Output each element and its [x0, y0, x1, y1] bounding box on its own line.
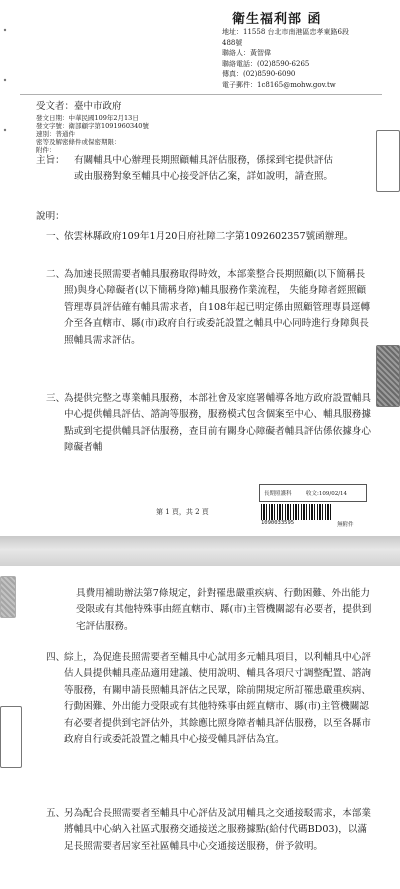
- item-number: 一、: [46, 231, 66, 242]
- explanation-item-4: [46, 650, 372, 748]
- stamp-received-date: 收文:109/02/14: [306, 491, 348, 497]
- item-text: 另為配合長照需要者至輔具中心評估及試用輔具之交通接駁需求，本部業將輔具中心納入社區式服務交通接送之服務據點(給付代碼BD03)，以滿足長照需要者居家至社區輔具中心交通接送服務，併予敘明。: [64, 808, 371, 852]
- urgency: 速別：普通件: [36, 130, 75, 139]
- binding-marks: [2, 20, 8, 220]
- sender-address-cont: 488號: [222, 38, 243, 47]
- sender-email: 電子郵件：1c8165@mohw.gov.tw: [222, 80, 336, 89]
- explanation-item-1: [46, 229, 372, 245]
- item-number: 二、: [46, 269, 66, 280]
- item-text: 具費用補助辦法第7條規定，針對罹患嚴重疾病、行動困難、外出能力受限或有其他特殊事由經直轄市、縣(市)主管機關認有必要者，提供到宅評估服務。: [76, 588, 372, 632]
- page-separator: [0, 536, 400, 566]
- subject-text: 有關輔具中心辦理長期照顧輔具評估服務，係採到宅提供評估或由服務對象至輔具中心接受評估乙案，詳如說明，請查照。: [74, 155, 334, 183]
- item-text: 綜上，為促進長照需要者至輔具中心試用多元輔具項目，以利輔具中心評估人員提供輔具產品適用建議、使用說明、輔具各項尺寸調整配置、諮詢等服務，有關申請長照輔具評估之民眾，除前開規定所訂罹患嚴重疾病、行動困難、外出能力受限或有其他特殊事由經直轄市、縣(市)主管機關認有必要者提供到宅評估外，其餘應比照身障者輔具評估服務，以至各縣市政府自行或委託設置之輔具中心接受輔具評估為宜。: [64, 652, 371, 746]
- subject-label: 主旨：: [36, 155, 65, 166]
- item-text: 為加速長照需要者輔具服務取得時效，本部業整合長期照顧(以下簡稱長照)與身心障礙者(以下簡稱身障)輔具服務作業流程， 失能身障者經照顧管理專員評估確有輔具需求者，自108年起已明定係由照顧管理專員逕轉介至各直轄市、縣(市)政府自行或委託設置之輔具中心同時進行身障與長照輔具需求評估。: [64, 269, 371, 346]
- classification: 密等及解密條件或保密期限：: [36, 138, 121, 147]
- explanation-label: 說明：: [36, 211, 65, 222]
- item-text: 為提供完整之專業輔具服務，本部社會及家庭署輔導各地方政府設置輔具中心提供輔具評估、諮詢等服務，服務模式包含個案至中心、輔具服務據點或到宅提供輔具評估服務，查目前有關身心障礙者輔具評估係依據身心障礙者輔: [64, 393, 371, 454]
- sender-info: [222, 27, 349, 91]
- sender-contact: 聯絡人：黃智偉: [222, 49, 271, 58]
- receipt-stamp-box: [259, 484, 367, 502]
- seal-stamp: [376, 345, 400, 407]
- explanation-item-2: [46, 267, 372, 349]
- seal-stamp: [0, 576, 16, 618]
- sender-phone: 聯絡電話：(02)8590-6265: [222, 59, 310, 68]
- sender-address: 地址：11558 台北市南港區忠孝東路6段: [222, 28, 349, 36]
- seal-stamp: [376, 130, 400, 192]
- document-page-2: [0, 566, 400, 889]
- barcode-image: [261, 504, 331, 520]
- item-number: 五、: [46, 808, 66, 819]
- attachments: 附件：: [36, 146, 56, 155]
- stamp-department: 長期照護科: [264, 491, 292, 497]
- sender-fax: 傳真：(02)8590-6090: [222, 70, 296, 79]
- receipt-stamp: [259, 484, 365, 526]
- page-number: 第 1 頁，共 2 頁: [156, 508, 209, 516]
- explanation-item-3-cont: [46, 586, 372, 635]
- divider: [20, 94, 382, 95]
- dispatch-number: 發文字號：衛部顧字第1091960340號: [36, 122, 149, 131]
- document-title: 衛生福利部 函: [232, 12, 322, 27]
- dispatch-date: 發文日期：中華民國109年2月13日: [36, 114, 139, 122]
- dispatch-meta: [36, 114, 149, 154]
- explanation-item-5: [46, 806, 372, 855]
- item-text: 依雲林縣政府109年1月20日府社障二字第1092602357號函辦理。: [64, 231, 354, 242]
- barcode-number: 1090033595: [261, 520, 295, 526]
- barcode-tag: 無附件: [337, 522, 354, 528]
- item-number: 三、: [46, 393, 66, 404]
- recipient-line: 受文者：臺中市政府: [36, 101, 122, 112]
- seal-stamp: [0, 706, 22, 768]
- explanation-item-3: [46, 391, 372, 457]
- item-number: 四、: [46, 652, 66, 663]
